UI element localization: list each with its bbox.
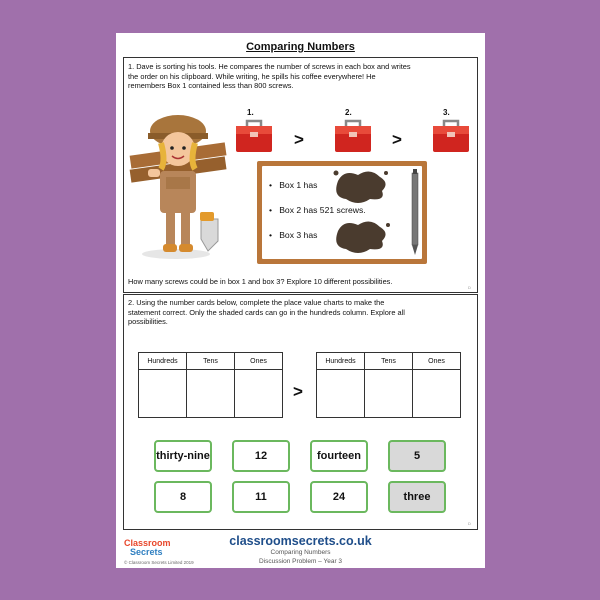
q2-line: possibilities. xyxy=(128,317,168,326)
hundreds-cell[interactable] xyxy=(317,370,365,418)
tens-cell[interactable] xyxy=(365,370,413,418)
worksheet xyxy=(116,33,485,568)
q1-line: the order on his clipboard. While writing, he spills his coffee everywhere! He xyxy=(128,71,376,81)
greater-than-symbol: > xyxy=(293,382,303,401)
copyright-text: © Classroom Secrets Limited 2019 xyxy=(124,560,194,565)
q1-line: 1. Dave is sorting his tools. He compares the number of screws in each box and writes xyxy=(128,62,411,71)
number-card[interactable]: 24 xyxy=(310,481,368,513)
bullet-icon: • xyxy=(269,180,273,190)
box-2-number: 2. xyxy=(345,108,352,117)
bullet-icon: • xyxy=(269,230,273,240)
box-1-number: 1. xyxy=(247,108,254,117)
question-2-text xyxy=(128,298,405,327)
question-1-text xyxy=(128,62,411,91)
hundreds-header: Hundreds xyxy=(139,353,187,370)
greater-than-symbol: > xyxy=(392,130,402,149)
q2-line: 2. Using the number cards below, complete the place value charts to make the xyxy=(128,298,385,307)
toolbox-3-icon xyxy=(430,118,472,154)
builder-illustration xyxy=(126,111,234,261)
clipboard-line-1 xyxy=(269,180,317,190)
logo-word-bottom: Secrets xyxy=(130,547,163,557)
number-card[interactable]: 11 xyxy=(232,481,290,513)
question-1-prompt: How many screws could be in box 1 and box 3? Explore 10 different possibilities. xyxy=(128,277,393,286)
footer-topic: Comparing Numbers xyxy=(270,549,331,556)
clipboard-text: Box 2 has 521 screws. xyxy=(279,205,366,215)
q2-line: statement correct. Only the shaded cards can go in the hundreds column. Explore all xyxy=(128,307,405,317)
ones-header: Ones xyxy=(235,353,283,370)
hundreds-cell[interactable] xyxy=(139,370,187,418)
bullet-icon: • xyxy=(269,205,273,215)
clipboard-line-2 xyxy=(269,205,366,215)
tens-header: Tens xyxy=(365,353,413,370)
place-value-chart-left xyxy=(138,352,283,418)
tens-header: Tens xyxy=(187,353,235,370)
greater-than-symbol: > xyxy=(294,130,304,149)
place-value-chart-right xyxy=(316,352,461,418)
number-card[interactable]: fourteen xyxy=(310,440,368,472)
tens-cell[interactable] xyxy=(187,370,235,418)
toolbox-1-icon xyxy=(233,118,275,154)
page-title: Comparing Numbers xyxy=(246,41,355,53)
shaded-number-card[interactable]: three xyxy=(388,481,446,513)
toolbox-2-icon xyxy=(332,118,374,154)
clipboard-text: Box 3 has xyxy=(279,230,318,240)
number-card[interactable]: thirty-nine xyxy=(154,440,212,472)
corner-mark: D xyxy=(468,521,471,526)
footer-resource: Discussion Problem – Year 3 xyxy=(258,558,343,565)
ones-header: Ones xyxy=(413,353,461,370)
clipboard-line-3 xyxy=(269,230,317,240)
number-card[interactable]: 8 xyxy=(154,481,212,513)
clipboard-text: Box 1 has xyxy=(279,180,318,190)
corner-mark: D xyxy=(468,285,471,290)
hundreds-header: Hundreds xyxy=(317,353,365,370)
pen-icon xyxy=(410,169,420,255)
number-card[interactable]: 12 xyxy=(232,440,290,472)
site-link[interactable]: classroomsecrets.co.uk xyxy=(229,534,372,548)
ones-cell[interactable] xyxy=(413,370,461,418)
ones-cell[interactable] xyxy=(235,370,283,418)
q1-line: remembers Box 1 contained less than 800 screws. xyxy=(128,81,294,90)
box-3-number: 3. xyxy=(443,108,450,117)
shaded-number-card[interactable]: 5 xyxy=(388,440,446,472)
logo-word-top: Classroom xyxy=(124,538,171,548)
